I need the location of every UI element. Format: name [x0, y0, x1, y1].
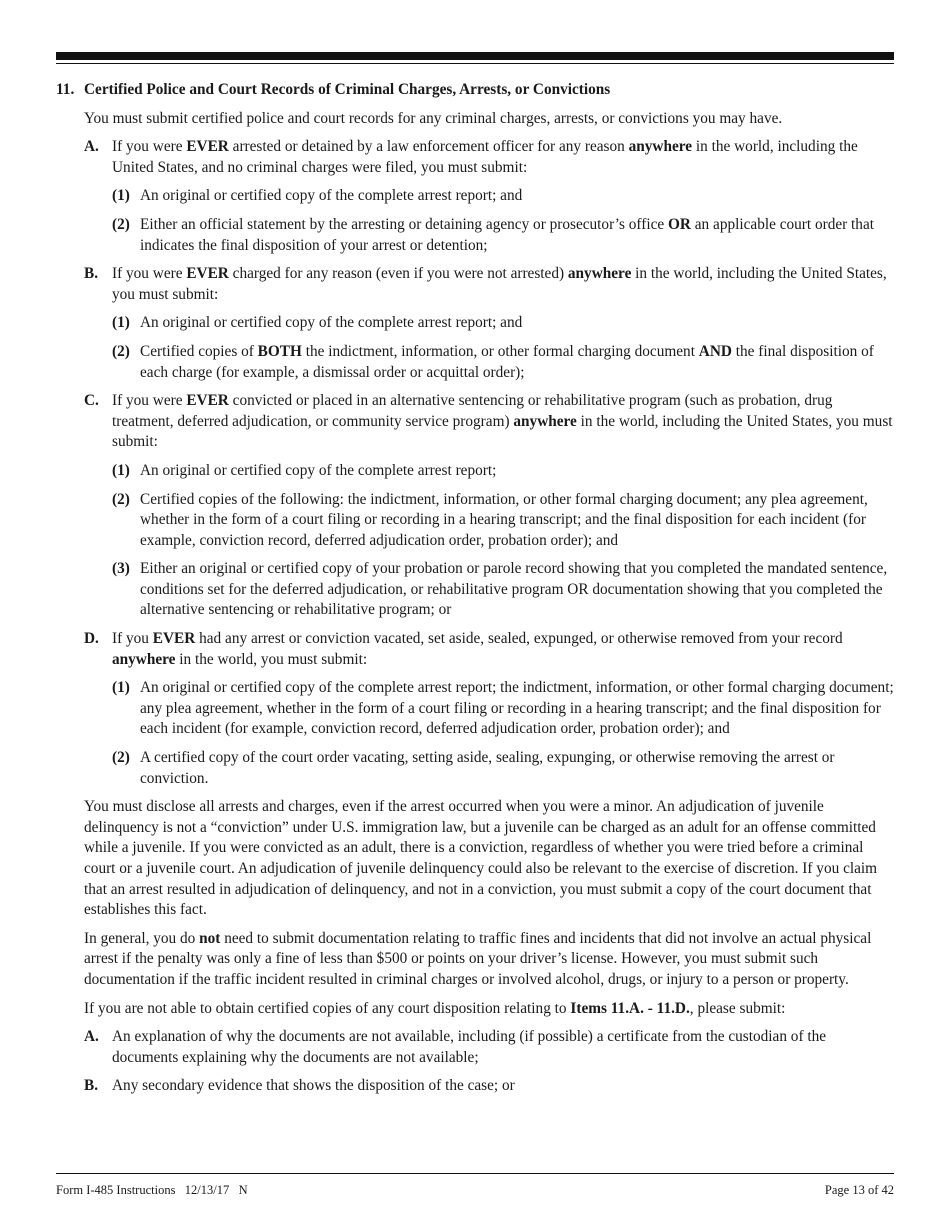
sub-item-label: (3)	[112, 560, 130, 578]
paragraph-unavailable: If you are not able to obtain certified copies of any court disposition relating to Items 11.A. - 11.D., please submit:	[84, 999, 786, 1017]
sub-item	[112, 559, 896, 621]
sub-item-text: An original or certified copy of the complete arrest report; the indictment, information, or other formal charging document; any plea agreement, whether in the form of a court filing or recording in a hearing transcript; and the final disposition for each incident (for example, conviction record, deferred adjudication order, probation order); and	[140, 679, 894, 738]
closing-item-label: B.	[84, 1077, 99, 1095]
item-d	[84, 629, 896, 670]
item-text: If you EVER had any arrest or conviction vacated, set aside, sealed, expunged, or otherwise removed from your record anywhere in the world, you must submit:	[112, 630, 843, 668]
sub-item-label: (2)	[112, 490, 130, 508]
closing-item	[84, 1076, 896, 1097]
sub-item	[112, 186, 896, 207]
footer-form-info: Form I-485 Instructions 12/13/17 N	[56, 1183, 248, 1197]
sub-item-text: Either an official statement by the arresting or detaining agency or prosecutor’s office OR an applicable court order that indicates the final disposition of your arrest or detention;	[140, 215, 874, 254]
sub-item	[112, 313, 896, 334]
sub-item	[112, 748, 896, 789]
closing-item-label: A.	[84, 1028, 99, 1046]
sub-item-label: (2)	[112, 215, 130, 233]
sub-item-label: (1)	[112, 679, 130, 697]
section-number: 11.	[56, 81, 75, 98]
paragraph-juvenile: You must disclose all arrests and charges, even if the arrest occurred when you were a minor. An adjudication of juvenile delinquency is not a “conviction” under U.S. immigration law, but a juvenile can be charged as an adult for an offense committed while a juvenile. If you were convicted as an adult, there is a conviction, regardless of whether you were tried before a criminal court or a juvenile court. An adjudication of juvenile delinquency could also be relevant to the exercise of discretion. If you claim that an arrest resulted in adjudication of delinquency, and not in a conviction, you must submit a copy of the court document that establishes this fact.	[84, 798, 878, 919]
footer-rule	[56, 1173, 894, 1174]
item-list	[56, 137, 896, 789]
sub-item-text: Certified copies of BOTH the indictment, information, or other formal charging document AND the final disposition of each charge (for example, a dismissal order or acquittal order);	[140, 342, 874, 381]
sub-item	[112, 215, 896, 256]
item-text: If you were EVER arrested or detained by a law enforcement officer for any reason anywhere in the world, including the United States, and no criminal charges were filed, you must submit:	[112, 138, 858, 176]
sub-item-text: An original or certified copy of the complete arrest report; and	[140, 314, 523, 332]
closing-item-text: Any secondary evidence that shows the disposition of the case; or	[112, 1077, 515, 1095]
item-b	[84, 264, 896, 305]
sub-item	[112, 461, 896, 482]
sub-item-label: (2)	[112, 749, 130, 767]
sub-item-text: An original or certified copy of the complete arrest report; and	[140, 187, 523, 205]
sub-item-text: An original or certified copy of the complete arrest report;	[140, 461, 497, 479]
page-content	[56, 80, 896, 1097]
sub-item-text: Certified copies of the following: the indictment, information, or other formal charging document; any plea agreement, whether in the form of a court filing or recording in a hearing transcript; and the final disposition for each incident (for example, conviction record, deferred adjudication order, probation order); and	[140, 490, 868, 549]
header-thin-rule	[56, 63, 894, 64]
section-title: Certified Police and Court Records of Criminal Charges, Arrests, or Convictions	[84, 81, 611, 98]
item-label: A.	[84, 138, 99, 156]
sub-item-text: A certified copy of the court order vacating, setting aside, sealing, expunging, or otherwise removing the arrest or conviction.	[140, 749, 835, 787]
sub-item	[112, 678, 896, 740]
section-intro: You must submit certified police and court records for any criminal charges, arrests, or convictions you may have.	[84, 109, 783, 127]
item-text: If you were EVER convicted or placed in an alternative sentencing or rehabilitative program (such as probation, drug treatment, deferred adjudication, or community service program) anywhere in the world, including the United States, you must submit:	[112, 392, 893, 451]
paragraph-traffic: In general, you do not need to submit documentation relating to traffic fines and incidents that did not involve an actual physical arrest if the penalty was only a fine of less than $500 or points on your driver’s license. However, you must submit such documentation if the traffic incident resulted in criminal charges or involved alcohol, drugs, or injury to a person or property.	[84, 929, 872, 988]
footer-page-number: Page 13 of 42	[824, 1183, 894, 1197]
header-thick-rule	[56, 52, 894, 60]
closing-item-text: An explanation of why the documents are not available, including (if possible) a certificate from the custodian of the documents explaining why the documents are not available;	[112, 1028, 827, 1066]
section-heading	[56, 80, 896, 101]
sub-item-label: (1)	[112, 461, 130, 479]
item-text: If you were EVER charged for any reason (even if you were not arrested) anywhere in the world, including the United States, you must submit:	[112, 265, 887, 303]
item-label: C.	[84, 392, 99, 410]
item-label: D.	[84, 630, 99, 648]
sub-item-text: Either an original or certified copy of your probation or parole record showing that you completed the mandated sentence, conditions set for the deferred adjudication, or rehabilitative program OR documentation showing that you completed the alternative sentencing or rehabilitative program; or	[140, 560, 888, 619]
item-c	[84, 391, 896, 453]
item-label: B.	[84, 265, 99, 283]
sub-item	[112, 342, 896, 383]
sub-item-label: (2)	[112, 342, 130, 360]
sub-item-label: (1)	[112, 187, 130, 205]
sub-item-label: (1)	[112, 314, 130, 332]
closing-list	[56, 1027, 896, 1097]
sub-item	[112, 490, 896, 552]
closing-item	[84, 1027, 896, 1068]
item-a	[84, 137, 896, 178]
